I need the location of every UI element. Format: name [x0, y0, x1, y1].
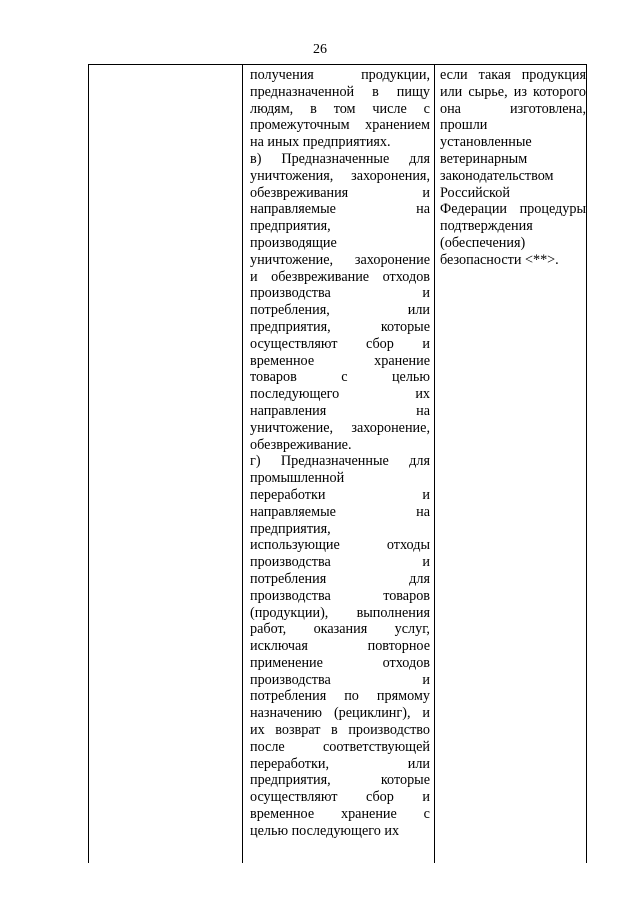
middle-column-text-line: уничтожение, захоронение,: [250, 419, 430, 436]
middle-column-text-line: применение отходов: [250, 654, 430, 671]
middle-column-text-line: и обезвреживание отходов: [250, 268, 430, 285]
right-column-text-line: она изготовлена,: [440, 100, 586, 117]
middle-column-text-line: получения продукции,: [250, 67, 430, 83]
middle-column-text-line: на иных предприятиях.: [250, 134, 391, 151]
middle-column-text-line: временное хранение с: [250, 806, 430, 823]
middle-column-text-line: исключая повторное: [250, 638, 430, 655]
middle-column-text-line: товаров с целью: [250, 369, 430, 386]
middle-column-text-line: предприятия,: [250, 218, 331, 235]
middle-column-text-line: производящие: [250, 234, 337, 251]
middle-column-text-line: производства и: [250, 554, 430, 571]
middle-column-text-line: их возврат в производство: [250, 722, 430, 739]
right-column-text-line: безопасности <**>.: [440, 251, 559, 268]
middle-column-text-line: людям, в том числе с: [250, 100, 430, 117]
right-column-text-line: законодательством: [440, 167, 554, 184]
middle-column-text-line: производства товаров: [250, 587, 430, 604]
middle-column-text-line: предприятия,: [250, 520, 331, 537]
middle-column-text-line: потребления по прямому: [250, 688, 430, 705]
middle-column-text-line: осуществляют сбор и: [250, 789, 430, 806]
middle-column-text-line: направляемые на: [250, 201, 430, 218]
middle-column-text-line: производства и: [250, 285, 430, 302]
middle-column-text-line: переработки и: [250, 486, 430, 503]
middle-column-text-line: предприятия, которые: [250, 772, 430, 789]
middle-column-text-line: переработки, или: [250, 755, 430, 772]
right-column-text-line: ветеринарным: [440, 150, 528, 167]
middle-column-text-line: временное хранение: [250, 352, 430, 369]
middle-column-text-line: предназначенной в пищу: [250, 83, 430, 100]
column-divider-left: [242, 65, 243, 863]
middle-column-text-line: в) Предназначенные для: [250, 150, 430, 167]
middle-column-text-line: промышленной: [250, 470, 345, 487]
column-divider-right: [434, 65, 435, 863]
middle-column-text-line: обезвреживание.: [250, 436, 352, 453]
page-number: 26: [313, 42, 327, 57]
right-column-text-line: подтверждения: [440, 218, 533, 235]
regulation-table: [88, 64, 587, 863]
middle-column-text-line: после соответствующей: [250, 738, 430, 755]
middle-column-text-line: обезвреживания и: [250, 184, 430, 201]
right-column-text-line: прошли: [440, 117, 488, 134]
middle-column-text-line: промежуточным хранением: [250, 117, 430, 134]
middle-column-text-line: (продукции), выполнения: [250, 604, 430, 621]
middle-column-cell: [250, 67, 430, 840]
middle-column-text-line: г) Предназначенные для: [250, 453, 430, 470]
middle-column-text-line: направляемые на: [250, 503, 430, 520]
middle-column-text-line: уничтожения, захоронения,: [250, 167, 430, 184]
middle-column-text-line: потребления, или: [250, 302, 430, 319]
middle-column-text-line: использующие отходы: [250, 537, 430, 554]
right-column-text-line: Российской: [440, 184, 510, 201]
middle-column-text-line: предприятия, которые: [250, 318, 430, 335]
right-column-text-line: если такая продукция: [440, 67, 586, 83]
right-column-text-line: (обеспечения): [440, 234, 526, 251]
right-column-text-line: или сырье, из которого: [440, 83, 586, 100]
middle-column-text-line: осуществляют сбор и: [250, 335, 430, 352]
middle-column-text-line: целью последующего их: [250, 822, 400, 839]
middle-column-text-line: назначению (рециклинг), и: [250, 705, 430, 722]
middle-column-text-line: работ, оказания услуг,: [250, 621, 430, 638]
middle-column-text-line: потребления для: [250, 570, 430, 587]
right-column-cell: [440, 67, 586, 269]
middle-column-text-line: уничтожение, захоронение: [250, 251, 430, 268]
middle-column-text-line: производства и: [250, 671, 430, 688]
middle-column-text-line: направления на: [250, 402, 430, 419]
right-column-text-line: установленные: [440, 134, 532, 151]
right-column-text-line: Федерации процедуры: [440, 201, 586, 218]
middle-column-text-line: последующего их: [250, 386, 430, 403]
